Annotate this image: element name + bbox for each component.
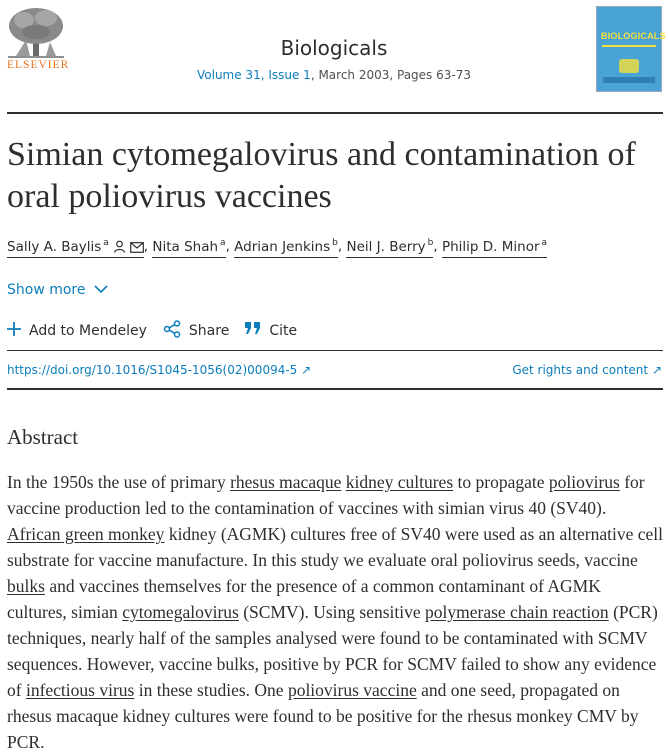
cite-label: Cite	[269, 323, 298, 339]
author-link[interactable]: Neil J. Berry $^b$	[346, 239, 433, 258]
glossary-link[interactable]: bulks	[7, 576, 45, 596]
glossary-link[interactable]: poliovirus vaccine	[287, 680, 417, 700]
glossary-link[interactable]: kidney cultures	[345, 472, 454, 492]
doi-link[interactable]: https://doi.org/10.1016/S1045-1056(02)00094-5 ↗	[7, 363, 312, 377]
glossary-link[interactable]: cytomegalovirus	[122, 602, 239, 622]
author-link[interactable]: Nita Shah $^a$	[152, 239, 225, 258]
date-pages: , March 2003, Pages 63-73	[310, 68, 471, 82]
cover-footer-band	[603, 77, 655, 83]
quote-icon	[245, 322, 261, 340]
author-link[interactable]: Philip D. Minor $^a$	[442, 239, 547, 258]
show-more-label: Show more	[7, 282, 86, 298]
glossary-link[interactable]: infectious virus	[25, 680, 135, 700]
author-link[interactable]: Sally A. Baylis $^a$	[7, 239, 144, 258]
doi-divider	[7, 388, 663, 390]
glossary-link[interactable]: poliovirus	[548, 472, 620, 492]
publisher-name: ELSEVIER	[7, 59, 70, 71]
abstract-text-run: In the 1950s the use of primary	[7, 472, 231, 492]
issue-line	[0, 68, 668, 82]
share-label: Share	[188, 323, 230, 339]
header-divider	[7, 112, 663, 114]
abstract-text-run: (SCMV). Using sensitive	[238, 602, 426, 622]
plus-icon	[7, 322, 21, 340]
cover-emblem	[619, 59, 639, 73]
email-icon[interactable]	[130, 241, 144, 257]
add-to-mendeley-label: Add to Mendeley	[29, 323, 147, 339]
journal-cover-image[interactable]	[596, 6, 666, 92]
abstract-text-run: kidney (AGMK) cultures free of SV40 were used as an alternative cell substrate for vaccine manufacture. In this study we evaluate oral poliovirus seeds, vaccine	[7, 524, 664, 570]
author-list: Sally A. Baylis $^a$ , Nita Shah $^a$, Adrian Jenkins $^b$, Neil J. Berry $^b$, Philip D. Minor $^a$	[7, 238, 547, 257]
share-icon	[163, 320, 181, 342]
glossary-link[interactable]: polymerase chain reaction	[425, 602, 609, 622]
journal-title[interactable]: Biologicals	[280, 36, 388, 60]
glossary-link[interactable]: African green monkey	[7, 524, 165, 544]
article-toolbar	[7, 320, 297, 342]
share-button[interactable]	[163, 320, 229, 342]
show-more-button[interactable]	[7, 282, 108, 298]
external-link-icon: ↗	[301, 363, 312, 377]
abstract-text-run: and one seed, propagated on rhesus macaque kidney cultures were found to be positive for the rhesus monkey CMV by PCR.	[7, 680, 639, 752]
volume-issue-link[interactable]: Volume 31, Issue 1	[196, 68, 311, 82]
article-title: Simian cytomegalovirus and contamination of oral poliovirus vaccines	[7, 136, 636, 215]
abstract-text	[7, 469, 663, 755]
rights-link[interactable]: Get rights and content ↗	[512, 363, 662, 377]
abstract-text-run: (PCR) techniques, nearly half of the samples analysed were found to be contaminated with SCMV sequences. However, vaccine bulks, positive by PCR for SCMV failed to show any evidence of	[7, 602, 658, 700]
chevron-down-icon	[94, 282, 108, 298]
glossary-link[interactable]: rhesus macaque	[230, 472, 342, 492]
person-icon	[113, 240, 126, 257]
cover-title: BIOLOGICALS	[601, 31, 666, 41]
abstract-heading: Abstract	[7, 425, 79, 449]
abstract-text-run: in these studies. One	[134, 680, 288, 700]
toolbar-divider	[7, 350, 663, 351]
cite-button[interactable]	[245, 320, 297, 342]
abstract-text-run: to propagate	[453, 472, 549, 492]
external-link-icon: ↗	[651, 363, 662, 377]
abstract-text-run: for vaccine production led to the contamination of vaccines with simian virus 40 (SV40).	[7, 472, 645, 518]
cover-stripe	[602, 45, 656, 47]
author-link[interactable]: Adrian Jenkins $^b$	[234, 239, 338, 258]
add-to-mendeley-button[interactable]	[7, 320, 147, 342]
abstract-text-run: and vaccines themselves for the presence of a common contaminant of AGMK cultures, simian	[7, 576, 601, 622]
